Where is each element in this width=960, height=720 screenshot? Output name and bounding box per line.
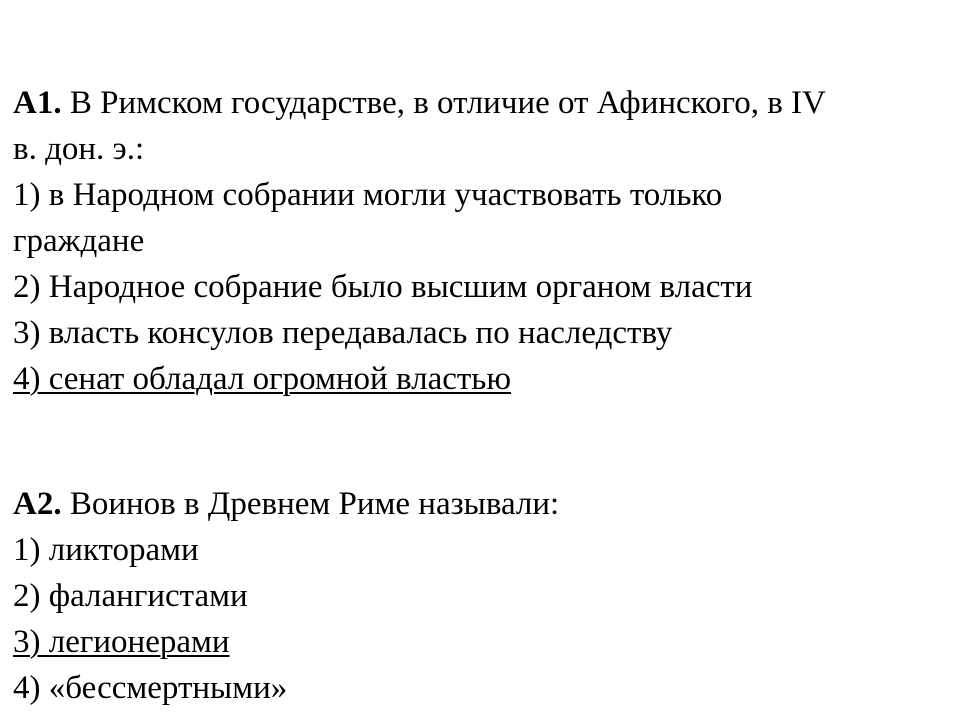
question-a1-option-4-correct: 4) сенат обладал огромной властью	[13, 361, 511, 397]
question-a2-option-1: 1) ликторами	[13, 532, 199, 568]
question-a1-option-1: 1) в Народном собрании могли участвовать только	[13, 177, 723, 213]
question-a1	[13, 80, 943, 402]
question-a2-number: А2.	[13, 486, 62, 522]
question-a1-option-3: 3) власть консулов передавалась по наследству	[13, 315, 673, 351]
question-a2-option-2: 2) фалангистами	[13, 578, 248, 614]
question-a1-option-2: 2) Народное собрание было высшим органом власти	[13, 269, 753, 305]
question-a2-stem	[13, 481, 943, 527]
question-a1-stem-continuation: в. дон. э.:	[13, 131, 145, 167]
question-a2	[13, 481, 943, 711]
question-a2-stem-text: Воинов в Древнем Риме называли:	[61, 486, 560, 522]
question-a1-stem-text: В Римском государстве, в отличие от Афинского, в IV	[61, 85, 826, 121]
question-a2-option-3-correct: 3) легионерами	[13, 624, 230, 660]
question-a1-option-1-continuation: граждане	[13, 223, 145, 259]
question-a1-stem	[13, 80, 943, 126]
question-a2-option-4: 4) «бессмертными»	[13, 670, 288, 706]
question-a1-number: А1.	[13, 85, 62, 121]
